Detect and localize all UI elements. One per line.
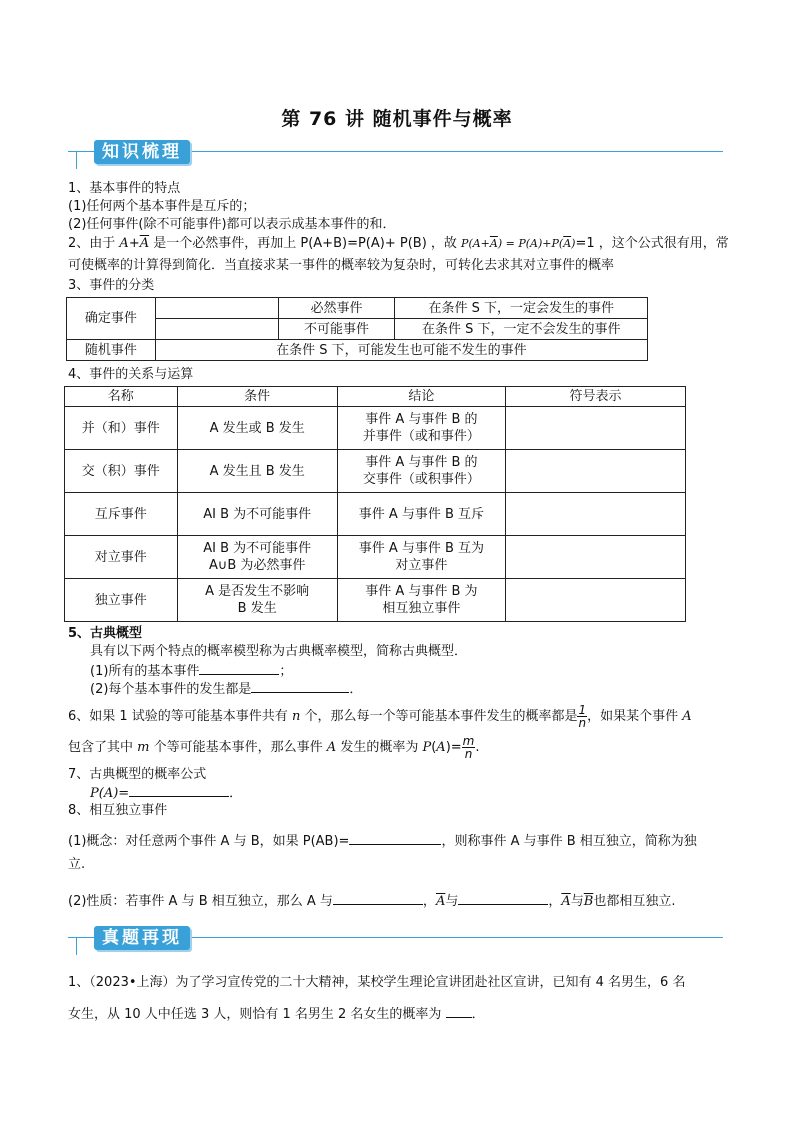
fraction [462, 735, 476, 760]
result-line: 相互独立事件 [382, 601, 461, 616]
cell-label: 随机事件 [67, 340, 156, 361]
p6-text: 个，那么每一个等可能基本事件发生的概率都是 [304, 709, 578, 724]
cell-result [337, 579, 505, 622]
formula-text: P(A)= [90, 786, 130, 801]
cell-result: 事件 A 与事件 B 互斥 [337, 493, 505, 536]
answer-blank[interactable] [458, 891, 548, 905]
cell-result [337, 407, 505, 450]
cell-cond: A 发生且 B 发生 [177, 450, 337, 493]
cell-symbol [505, 450, 685, 493]
cell-name: 交（积）事件 [65, 450, 178, 493]
p2-text: 2、由于 [68, 236, 116, 251]
p8-heading: 8、相互独立事件 [68, 803, 168, 818]
p8-property: (2)性质：若事件 A 与 B 相互独立，那么 A 与 ，$\overline{A}$与 ，$\overline{A}$与$\overline{B}$也都相互独立. [68, 891, 728, 911]
table-row [65, 536, 686, 579]
p3-heading: 3、事件的分类 [68, 278, 155, 293]
header-cell: 符号表示 [505, 387, 685, 407]
result-line: 事件 A 与事件 B 互为 [358, 541, 485, 556]
p8-text: (1)概念：对任意两个事件 A 与 B，如果 P(AB)= [68, 834, 350, 849]
result-line: 事件 A 与事件 B 为 [365, 584, 478, 599]
result-line: 对立事件 [395, 558, 448, 573]
p6-text: ，如果某个事件 [587, 709, 679, 724]
cond-line: AI B 为不可能事件 [203, 541, 312, 556]
cell-label: 确定事件 [67, 298, 156, 340]
p6-line2: 包含了其中 m 个等可能基本事件，那么事件 A 发生的概率为 P(A)= $\frac{m}{n}$ . [68, 734, 480, 761]
cell-symbol [505, 536, 685, 579]
p8-text: 与 [445, 894, 459, 909]
answer-blank[interactable] [333, 891, 423, 905]
answer-blank[interactable] [349, 831, 441, 845]
cell-result [337, 536, 505, 579]
p1-item-b: (2)任何事件(除不可能事件)都可以表示成基本事件的和． [68, 217, 396, 232]
answer-blank[interactable] [129, 783, 229, 797]
p8-text: ，则称事件 A 与事件 B 相互独立，简称为独 [441, 834, 697, 849]
table-row [65, 407, 686, 450]
cell-result [337, 450, 505, 493]
cell-cond [177, 536, 337, 579]
divider-accent [76, 151, 77, 169]
header-cell: 名称 [65, 387, 178, 407]
p2-line2: 可使概率的计算得到简化．当直接求某一事件的概率较为复杂时，可转化去求其对立事件的概率 [68, 258, 615, 273]
cell-empty [155, 319, 278, 340]
p7-formula: P(A)= ． [90, 783, 750, 803]
section-badge: 真题再现 [94, 926, 190, 950]
cell-symbol [505, 493, 685, 536]
cond-line: B 发生 [237, 601, 277, 616]
cell-cond: AI B 为不可能事件 [177, 493, 337, 536]
cell-name: 互斥事件 [65, 493, 178, 536]
cell-cond: A 发生或 B 发生 [177, 407, 337, 450]
table-row [65, 450, 686, 493]
page-title: 第 76 讲 随机事件与概率 [281, 108, 513, 130]
question-1-line1: 1、（2023•上海）为了学习宣传党的二十大精神，某校学生理论宣讲团赴社区宣讲，已知有 4 名男生，6 名 [68, 975, 686, 990]
result-line: 并事件（或和事件） [362, 429, 480, 444]
cell-desc: 在条件 S 下，一定会发生的事件 [395, 298, 648, 319]
question-1-line2 [68, 1004, 728, 1024]
section-header-knowledge [68, 140, 723, 170]
p1-heading: 1、基本事件的特点 [68, 181, 181, 196]
answer-blank[interactable] [446, 1004, 472, 1018]
p8-concept [68, 831, 728, 851]
result-line: 事件 A 与事件 B 的 [365, 455, 478, 470]
cell-type: 不可能事件 [278, 319, 395, 340]
cell-cond [177, 579, 337, 622]
p6-text: 6、如果 1 试验的等可能基本事件共有 [68, 709, 288, 724]
cell-desc: 在条件 S 下，一定不会发生的事件 [395, 319, 648, 340]
cell-type: 必然事件 [278, 298, 395, 319]
p2-text: 是一个必然事件，再加上 P(A+B)=P(A)+ P(B) ，故 [153, 236, 457, 251]
p8-text: 与 [570, 894, 584, 909]
p5-heading: 5、古典概型 [68, 626, 143, 641]
fraction [577, 704, 587, 729]
p5-text: (2)每个基本事件的发生都是 [90, 682, 252, 697]
p6-line1: 6、如果 1 试验的等可能基本事件共有 n 个，那么每一个等可能基本事件发生的概率都是 $\frac{1}{n}$ ，如果某个事件 A [68, 703, 692, 730]
p8-concept-end: 立. [68, 857, 86, 872]
p4-heading: 4、事件的关系与运算 [68, 367, 194, 382]
section-header-exam [68, 926, 723, 956]
p5-item-a [90, 661, 750, 681]
result-line: 事件 A 与事件 B 的 [365, 412, 478, 427]
p5-text: ． [349, 682, 363, 697]
cell-name: 并（和）事件 [65, 407, 178, 450]
p6-text: 包含了其中 [68, 740, 134, 755]
section-badge: 知识梳理 [94, 140, 190, 164]
table-row [65, 579, 686, 622]
table-row [65, 493, 686, 536]
cell-name: 对立事件 [65, 536, 178, 579]
p6-text: 发生的概率为 [340, 740, 419, 755]
fraction-denominator: n [464, 747, 473, 761]
p5-text: (1)所有的基本事件 [90, 664, 200, 679]
answer-blank[interactable] [251, 679, 349, 693]
p7-heading: 7、古典概型的概率公式 [68, 767, 207, 782]
cell-desc: 在条件 S 下，可能发生也可能不发生的事件 [155, 340, 647, 361]
p8-text: 也都相互独立. [593, 894, 676, 909]
cond-line: A∪B 为必然事件 [208, 558, 306, 573]
answer-blank[interactable] [199, 661, 279, 675]
cell-symbol [505, 579, 685, 622]
result-line: 交事件（或积事件） [362, 472, 480, 487]
q1-text: ． [471, 1007, 485, 1022]
p2-text: ，这个公式很有用，常 [598, 236, 729, 251]
cell-empty [155, 298, 278, 319]
fraction-denominator: n [578, 716, 587, 730]
cell-name: 独立事件 [65, 579, 178, 622]
header-cell: 结论 [337, 387, 505, 407]
p1-item-a: (1)任何两个基本事件是互斥的； [68, 199, 256, 214]
p8-text: (2)性质：若事件 A 与 B 相互独立，那么 A 与 [68, 894, 333, 909]
p6-text: 个等可能基本事件，那么事件 [153, 740, 323, 755]
fraction-numerator: 1 [578, 703, 587, 717]
header-cell: 条件 [177, 387, 337, 407]
event-classification-table [66, 297, 648, 361]
p5-text: ； [279, 664, 293, 679]
p5-item-b [90, 679, 750, 699]
p5-intro: 具有以下两个特点的概率模型称为古典概率模型，简称古典概型． [90, 644, 468, 659]
cell-symbol [505, 407, 685, 450]
q1-text: 女生，从 10 人中任选 3 人，则恰有 1 名男生 2 名女生的概率为 [68, 1007, 442, 1022]
fraction-numerator: m [462, 734, 475, 748]
p2-line1: 2、由于 $A+\overline{A}$ 是一个必然事件，再加上 P(A+B)=P(A)+ P(B) ，故 $P(A+\overline{A}) = P(A)+P(\overline{A})=1$ ，这个公式很有用，常 [68, 236, 729, 251]
event-relation-table [64, 386, 686, 622]
cond-line: A 是否发生不影响 [205, 584, 310, 599]
divider-accent [76, 937, 77, 955]
